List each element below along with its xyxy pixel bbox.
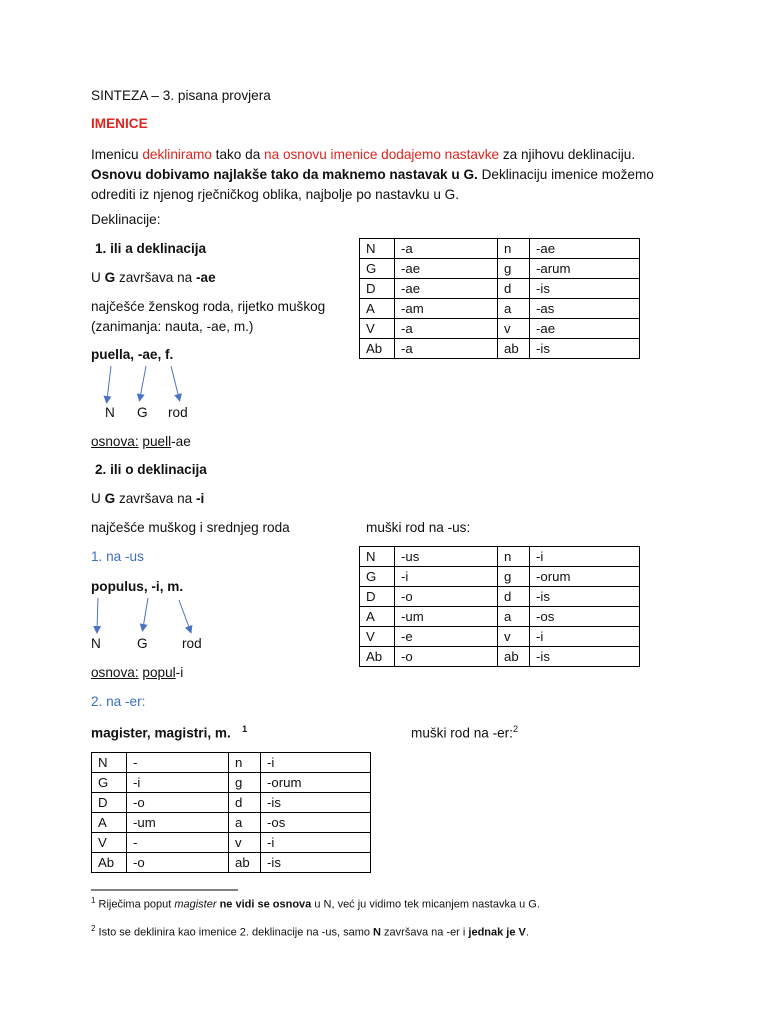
- first-osnova: osnova: puell-ae: [91, 434, 191, 449]
- er-table-row-n: [92, 753, 371, 773]
- first-table-cell: -ae: [395, 279, 498, 299]
- er-table-cell: -um: [127, 813, 229, 833]
- er-table-cell: a: [229, 813, 261, 833]
- us-table-cell: Ab: [360, 647, 395, 667]
- first-table-cell: -a: [395, 319, 498, 339]
- arrow-g-2: [143, 598, 148, 628]
- subsection-er: 2. na -er:: [91, 694, 146, 709]
- first-table-cell: -ae: [395, 259, 498, 279]
- er-table-cell: -is: [261, 853, 371, 873]
- first-table-cell: -ae: [530, 319, 640, 339]
- first-table-row-v: [360, 319, 640, 339]
- first-gender-line2: (zanimanja: nauta, -ae, m.): [91, 319, 254, 334]
- us-table-cell: -is: [530, 587, 640, 607]
- us-table-row-d: [360, 587, 640, 607]
- deklinacije-label: Deklinacije:: [91, 212, 161, 227]
- first-table-cell: -a: [395, 339, 498, 359]
- us-table-row-v: [360, 627, 640, 647]
- us-table-cell: -o: [395, 587, 498, 607]
- first-example: puella, -ae, f.: [91, 347, 174, 362]
- us-table-cell: -i: [395, 567, 498, 587]
- us-table-cell: -orum: [530, 567, 640, 587]
- first-label-rod: rod: [168, 405, 188, 420]
- first-table-row-ab: [360, 339, 640, 359]
- first-table-cell: ab: [498, 339, 530, 359]
- us-declension-table: [359, 546, 640, 667]
- er-table-cell: n: [229, 753, 261, 773]
- arrow-rod: [171, 366, 179, 398]
- us-table-cell: -um: [395, 607, 498, 627]
- er-table-label: muški rod na -er:$^2$: [411, 724, 519, 741]
- us-table-cell: V: [360, 627, 395, 647]
- us-table-cell: n: [498, 547, 530, 567]
- er-table-row-d: [92, 793, 371, 813]
- first-table-cell: D: [360, 279, 395, 299]
- footnote-2: $^2$ Isto se deklinira kao imenice 2. deklinacije na -us, samo N završava na -er i jednak je V.: [91, 924, 529, 939]
- er-table-cell: -os: [261, 813, 371, 833]
- us-table-cell: -us: [395, 547, 498, 567]
- er-table-cell: ab: [229, 853, 261, 873]
- us-table-cell: d: [498, 587, 530, 607]
- er-table-cell: -i: [261, 753, 371, 773]
- first-table-cell: g: [498, 259, 530, 279]
- second-gender-line: najčešće muškog i srednjeg roda: [91, 520, 290, 535]
- first-gender-line1: najčešće ženskog roda, rijetko muškog: [91, 299, 326, 314]
- er-table-cell: D: [92, 793, 127, 813]
- us-table-row-ab: [360, 647, 640, 667]
- us-table-cell: -i: [530, 547, 640, 567]
- first-table-cell: V: [360, 319, 395, 339]
- first-declension-table: [359, 238, 640, 359]
- first-table-cell: -ae: [530, 239, 640, 259]
- er-table-row-a: [92, 813, 371, 833]
- er-table-cell: -orum: [261, 773, 371, 793]
- second-osnova: osnova: popul-i: [91, 665, 184, 680]
- er-table-cell: A: [92, 813, 127, 833]
- us-table-row-a: [360, 607, 640, 627]
- second-example-us: populus, -i, m.: [91, 579, 184, 594]
- er-declension-table: [91, 752, 371, 873]
- first-table-cell: -am: [395, 299, 498, 319]
- er-table-cell: g: [229, 773, 261, 793]
- er-table-cell: G: [92, 773, 127, 793]
- us-table-cell: g: [498, 567, 530, 587]
- er-table-cell: -i: [261, 833, 371, 853]
- first-table-cell: -arum: [530, 259, 640, 279]
- arrow-n-2: [97, 598, 98, 630]
- second-genitive-rule: U G završava na -i: [91, 491, 205, 506]
- er-table-cell: -o: [127, 793, 229, 813]
- er-table-cell: -i: [127, 773, 229, 793]
- subsection-us: 1. na -us: [91, 549, 144, 564]
- er-table-cell: d: [229, 793, 261, 813]
- first-table-cell: n: [498, 239, 530, 259]
- us-table-row-g: [360, 567, 640, 587]
- first-table-cell: -is: [530, 339, 640, 359]
- us-table-cell: ab: [498, 647, 530, 667]
- us-table-cell: v: [498, 627, 530, 647]
- er-table-row-g: [92, 773, 371, 793]
- us-table-cell: -is: [530, 647, 640, 667]
- second-label-n: N: [91, 636, 101, 651]
- second-declension-title: 2. ili o deklinacija: [95, 462, 207, 477]
- us-table-cell: G: [360, 567, 395, 587]
- us-table-row-n: [360, 547, 640, 567]
- arrow-rod-2: [179, 600, 190, 630]
- first-table-cell: v: [498, 319, 530, 339]
- er-table-row-ab: [92, 853, 371, 873]
- first-table-cell: d: [498, 279, 530, 299]
- second-label-g: G: [137, 636, 148, 651]
- document-heading: SINTEZA – 3. pisana provjera: [91, 88, 271, 103]
- us-table-cell: -i: [530, 627, 640, 647]
- us-table-label: muški rod na -us:: [366, 520, 471, 535]
- first-table-row-d: [360, 279, 640, 299]
- er-table-cell: Ab: [92, 853, 127, 873]
- us-table-cell: a: [498, 607, 530, 627]
- first-declension-title: 1. ili a deklinacija: [95, 241, 207, 256]
- first-label-n: N: [105, 405, 115, 420]
- first-table-cell: G: [360, 259, 395, 279]
- arrow-n: [107, 366, 111, 400]
- first-table-cell: N: [360, 239, 395, 259]
- er-table-cell: v: [229, 833, 261, 853]
- first-table-cell: a: [498, 299, 530, 319]
- footnote-1: $^1$ Riječima poput magister ne vidi se osnova u N, već ju vidimo tek micanjem nastavka u G.: [91, 896, 540, 911]
- first-genitive-rule: U G završava na -ae: [91, 270, 216, 285]
- er-table-row-v: [92, 833, 371, 853]
- first-table-row-n: [360, 239, 640, 259]
- first-table-row-g: [360, 259, 640, 279]
- first-table-row-a: [360, 299, 640, 319]
- us-table-cell: -os: [530, 607, 640, 627]
- us-table-cell: N: [360, 547, 395, 567]
- er-table-cell: -: [127, 833, 229, 853]
- er-table-cell: -o: [127, 853, 229, 873]
- us-table-cell: -o: [395, 647, 498, 667]
- er-table-cell: N: [92, 753, 127, 773]
- intro-paragraph: Imenicu dekliniramo tako da na osnovu imenice dodajemo nastavke za njihovu deklinaciju. Osnovu dobivamo najlakše tako da maknemo nastavak u G. Deklinaciju imenice možemo odrediti iz njenog rječničkog oblika, najbolje po nastavku u G.: [91, 147, 654, 202]
- er-table-cell: V: [92, 833, 127, 853]
- first-label-g: G: [137, 405, 148, 420]
- us-table-cell: D: [360, 587, 395, 607]
- first-table-cell: A: [360, 299, 395, 319]
- us-table-cell: -e: [395, 627, 498, 647]
- arrow-g: [140, 366, 146, 398]
- second-label-rod: rod: [182, 636, 202, 651]
- first-table-cell: -as: [530, 299, 640, 319]
- second-example-er: magister, magistri, m. $^1$: [91, 724, 248, 741]
- er-table-cell: -: [127, 753, 229, 773]
- section-title: IMENICE: [91, 116, 148, 131]
- first-table-cell: Ab: [360, 339, 395, 359]
- us-table-cell: A: [360, 607, 395, 627]
- first-table-cell: -a: [395, 239, 498, 259]
- first-table-cell: -is: [530, 279, 640, 299]
- er-table-cell: -is: [261, 793, 371, 813]
